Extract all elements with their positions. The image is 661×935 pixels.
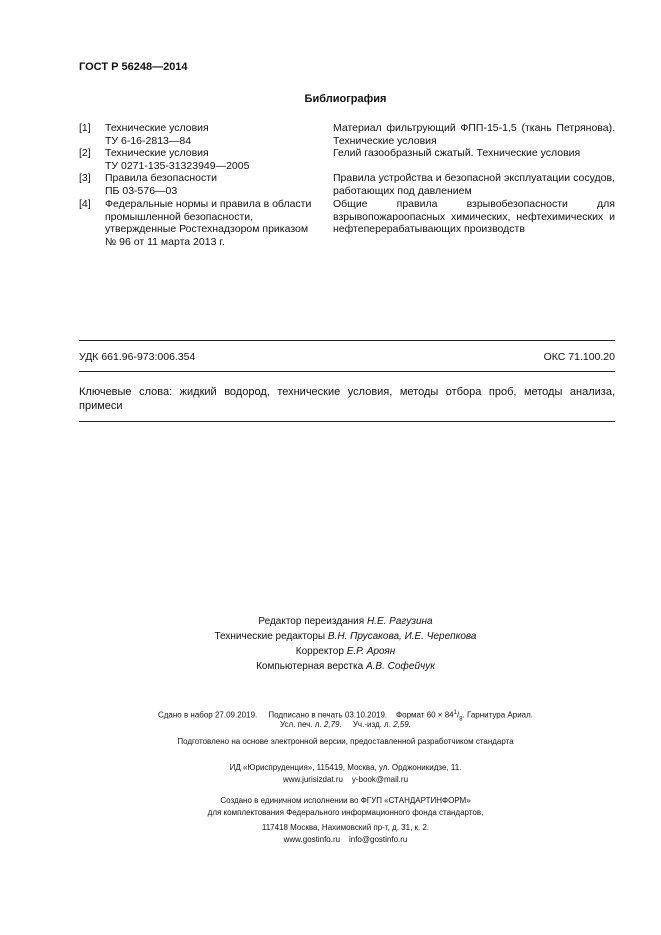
credit-label: Компьютерная верстка	[256, 661, 364, 672]
ref-doc-id: ПБ 03-576—03	[105, 184, 178, 197]
credit-label: Корректор	[295, 646, 344, 657]
ref-doc-type: Технические условия	[105, 122, 209, 134]
keywords: Ключевые слова: жидкий водород, технические условия, методы отбора проб, методы анализа, примеси	[79, 386, 615, 412]
imprint-publisher: ИД «Юриспруденция», 115419, Москва, ул. Орджоникидзе, 11.	[229, 763, 462, 772]
credit-person: В.Н. Прусакова, И.Е. Черепкова	[327, 631, 477, 642]
standard-code-header: ГОСТ Р 56248—2014	[79, 61, 188, 73]
ref-doc-id: ТУ 6-16-2813—84	[105, 134, 192, 147]
imprint-prepared-note: Подготовлено на основе электронной версии, предоставленной разработчиком стандарта	[177, 737, 514, 746]
ref-source: Федеральные нормы и правила в области промышленной безопасности, утвержденные Ростехнадзором приказом № 96 от 11 марта 2013 г.	[105, 198, 312, 248]
divider-middle	[79, 371, 615, 372]
ref-title: Гелий газообразный сжатый. Технические условия	[333, 147, 581, 159]
imprint-address: 117418 Москва, Нахимовский пр-т, д. 31, к. 2.	[261, 823, 430, 832]
imprint-contacts	[0, 834, 661, 846]
credit-label: Технические редакторы	[214, 631, 326, 642]
ref-source	[105, 122, 320, 147]
credit-person: Н.Е. Рагузина	[366, 616, 433, 627]
ref-number: [3]	[79, 172, 91, 184]
ref-doc-id: ТУ 0271-135-31323949—2005	[105, 159, 250, 172]
ref-title: Общие правила взрывобезопасности для взрывопожароопасных химических, нефтехимических и нефтеперерабатывающих производств	[333, 198, 615, 235]
ref-number: [4]	[79, 198, 91, 210]
divider-bottom	[79, 421, 615, 422]
gostinfo-email: info@gostinfo.ru	[348, 835, 408, 844]
publisher-email: y-book@mail.ru	[351, 775, 409, 784]
imprint-value: 2,79.	[323, 720, 342, 729]
ref-number: [2]	[79, 147, 91, 159]
imprint-purpose: для комплектования Федерального информационного фонда стандартов,	[207, 808, 484, 817]
ref-source	[105, 172, 320, 197]
ref-title: Материал фильтрующий ФПП-15-1,5 (ткань Петрянова). Технические условия	[333, 122, 615, 147]
oks-code: ОКС 71.100.20	[543, 351, 615, 363]
ref-number: [1]	[79, 122, 91, 134]
imprint-format-num: 1	[453, 710, 457, 716]
publisher-website: www.jurisizdat.ru	[282, 775, 343, 784]
ref-doc-type: Правила безопасности	[105, 172, 217, 184]
credit-person: Е.Р. Ароян	[346, 646, 396, 657]
credits-block	[0, 614, 661, 674]
imprint-format: Формат 60 × 84	[396, 710, 454, 720]
imprint-font: . Гарнитура Ариал.	[462, 710, 534, 720]
credit-corrector	[30, 644, 661, 659]
ref-source	[105, 147, 320, 172]
bibliography-title: Библиография	[304, 93, 387, 105]
imprint-label: Усл. печ. л.	[280, 720, 322, 729]
imprint-sheets	[0, 719, 661, 731]
imprint-typeset-date: Сдано в набор 27.09.2019.	[157, 710, 258, 720]
imprint-print-date: Подписано в печать 03.10.2019.	[268, 710, 388, 720]
ref-doc-type: Технические условия	[105, 147, 209, 159]
gostinfo-website: www.gostinfo.ru	[283, 835, 341, 844]
imprint-label: Уч.-изд. л.	[352, 720, 391, 729]
credit-layout	[30, 659, 661, 674]
ref-title: Правила устройства и безопасной эксплуатации сосудов, работающих под давлением	[333, 172, 615, 197]
imprint-format-den: 8	[459, 716, 463, 723]
divider-top	[79, 340, 615, 341]
imprint-value: 2,59.	[393, 720, 411, 729]
imprint-print-dates: Сдано в набор 27.09.2019. Подписано в печать 03.10.2019. Формат $60 \times 84^1/_8$. Гарнитура Ариал.	[157, 710, 534, 723]
credit-editor	[30, 614, 661, 629]
credit-tech-editors	[30, 629, 661, 644]
credit-label: Редактор переиздания	[258, 616, 365, 627]
udk-code: УДК 661.96-973:006.354	[79, 351, 196, 363]
credit-person: А.В. Софейчук	[365, 661, 435, 672]
imprint-created: Создано в единичном исполнении во ФГУП «СТАНДАРТИНФОРМ»	[220, 796, 471, 805]
imprint-publisher-contacts	[0, 774, 661, 786]
